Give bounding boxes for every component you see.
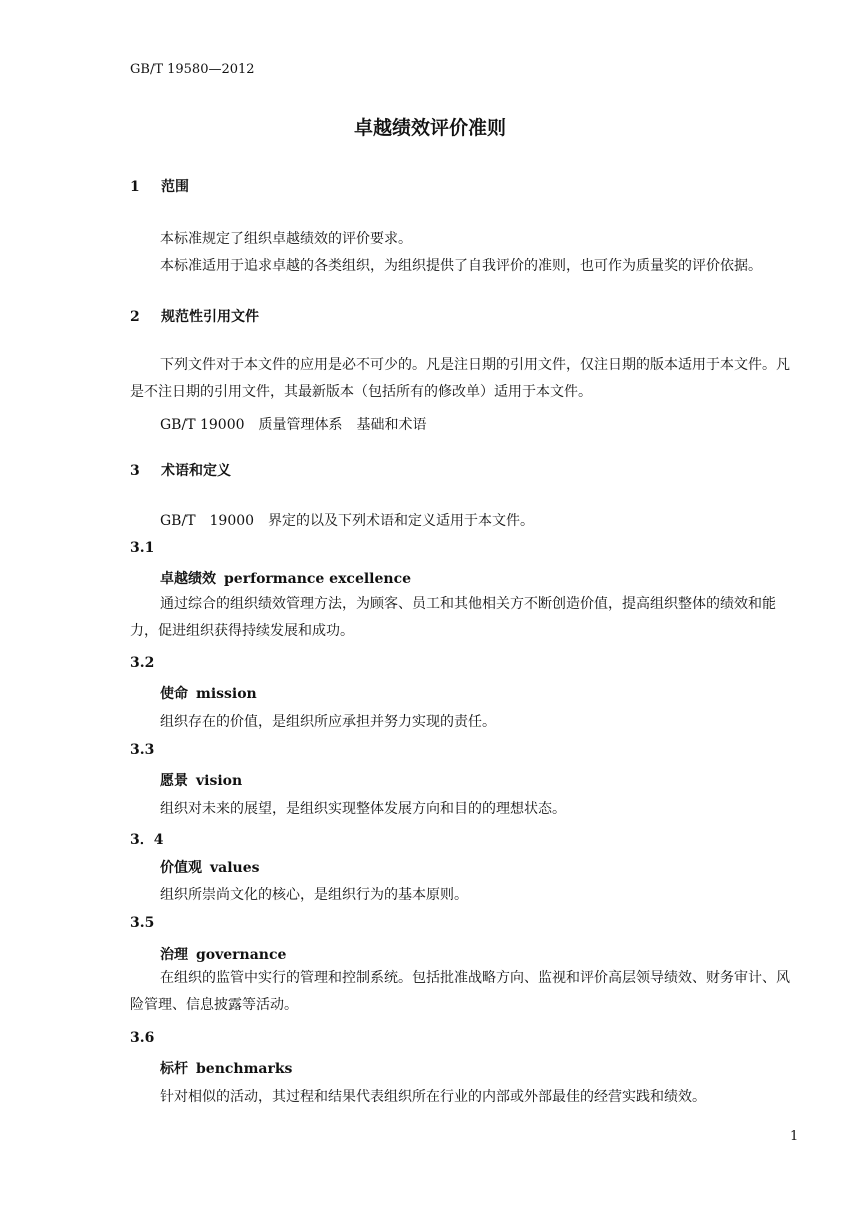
term-heading — [160, 857, 260, 877]
paragraph: GB/T 19000 界定的以及下列术语和定义适用于本文件。 — [160, 513, 535, 529]
reference-entry: GB/T 19000 质量管理体系 基础和术语 — [160, 417, 427, 433]
term-zh: 标杆 — [160, 1061, 188, 1077]
term-number: 3.3 — [130, 742, 155, 758]
page-number: 1 — [790, 1129, 799, 1144]
term-definition: 组织存在的价值，是组织所应承担并努力实现的责任。 — [160, 714, 496, 730]
term-number: 3.6 — [130, 1030, 155, 1046]
section-number: 3 — [130, 463, 140, 479]
term-number: 3.2 — [130, 655, 155, 671]
term-heading — [160, 568, 411, 588]
term-zh: 价值观 — [160, 860, 202, 876]
section-number: 1 — [130, 179, 140, 195]
term-heading — [160, 944, 286, 964]
term-definition: 组织对未来的展望，是组织实现整体发展方向和目的的理想状态。 — [160, 801, 566, 817]
section-number: 2 — [130, 309, 140, 325]
term-en: governance — [196, 947, 287, 963]
term-heading — [160, 1058, 292, 1078]
section-heading-normative-references — [130, 306, 259, 326]
page-title: 卓越绩效评价准则 — [353, 117, 506, 139]
term-heading — [160, 683, 257, 703]
document-header: GB/T 19580—2012 — [130, 62, 255, 77]
term-number: 3.5 — [130, 915, 155, 931]
section-title: 术语和定义 — [161, 463, 231, 479]
term-number: 3．4 — [130, 832, 164, 848]
term-en: vision — [196, 773, 243, 789]
term-zh: 治理 — [160, 947, 188, 963]
section-title: 规范性引用文件 — [161, 309, 259, 325]
section-heading-terms — [130, 460, 231, 480]
section-title: 范围 — [161, 179, 189, 195]
paragraph: 本标准适用于追求卓越的各类组织，为组织提供了自我评价的准则，也可作为质量奖的评价依据。 — [160, 258, 762, 274]
term-zh: 卓越绩效 — [160, 571, 216, 587]
term-en: benchmarks — [196, 1061, 293, 1077]
term-number: 3.1 — [130, 540, 155, 556]
term-definition: 针对相似的活动，其过程和结果代表组织所在行业的内部或外部最佳的经营实践和绩效。 — [160, 1089, 706, 1105]
term-definition: 通过综合的组织绩效管理方法，为顾客、员工和其他相关方不断创造价值，提高组织整体的绩效和能力，促进组织获得持续发展和成功。 — [130, 596, 776, 639]
paragraph: 下列文件对于本文件的应用是必不可少的。凡是注日期的引用文件，仅注日期的版本适用于本文件。凡是不注日期的引用文件，其最新版本（包括所有的修改单）适用于本文件。 — [130, 357, 790, 400]
term-heading — [160, 770, 242, 790]
term-definition: 在组织的监管中实行的管理和控制系统。包括批准战略方向、监视和评价高层领导绩效、财务审计、风险管理、信息披露等活动。 — [130, 970, 790, 1013]
paragraph: 本标准规定了组织卓越绩效的评价要求。 — [160, 231, 412, 247]
term-zh: 愿景 — [160, 773, 188, 789]
term-en: values — [210, 860, 260, 876]
term-en: performance excellence — [224, 571, 412, 587]
section-heading-scope — [130, 176, 189, 196]
term-definition: 组织所崇尚文化的核心，是组织行为的基本原则。 — [160, 887, 468, 903]
term-zh: 使命 — [160, 686, 188, 702]
term-en: mission — [196, 686, 257, 702]
